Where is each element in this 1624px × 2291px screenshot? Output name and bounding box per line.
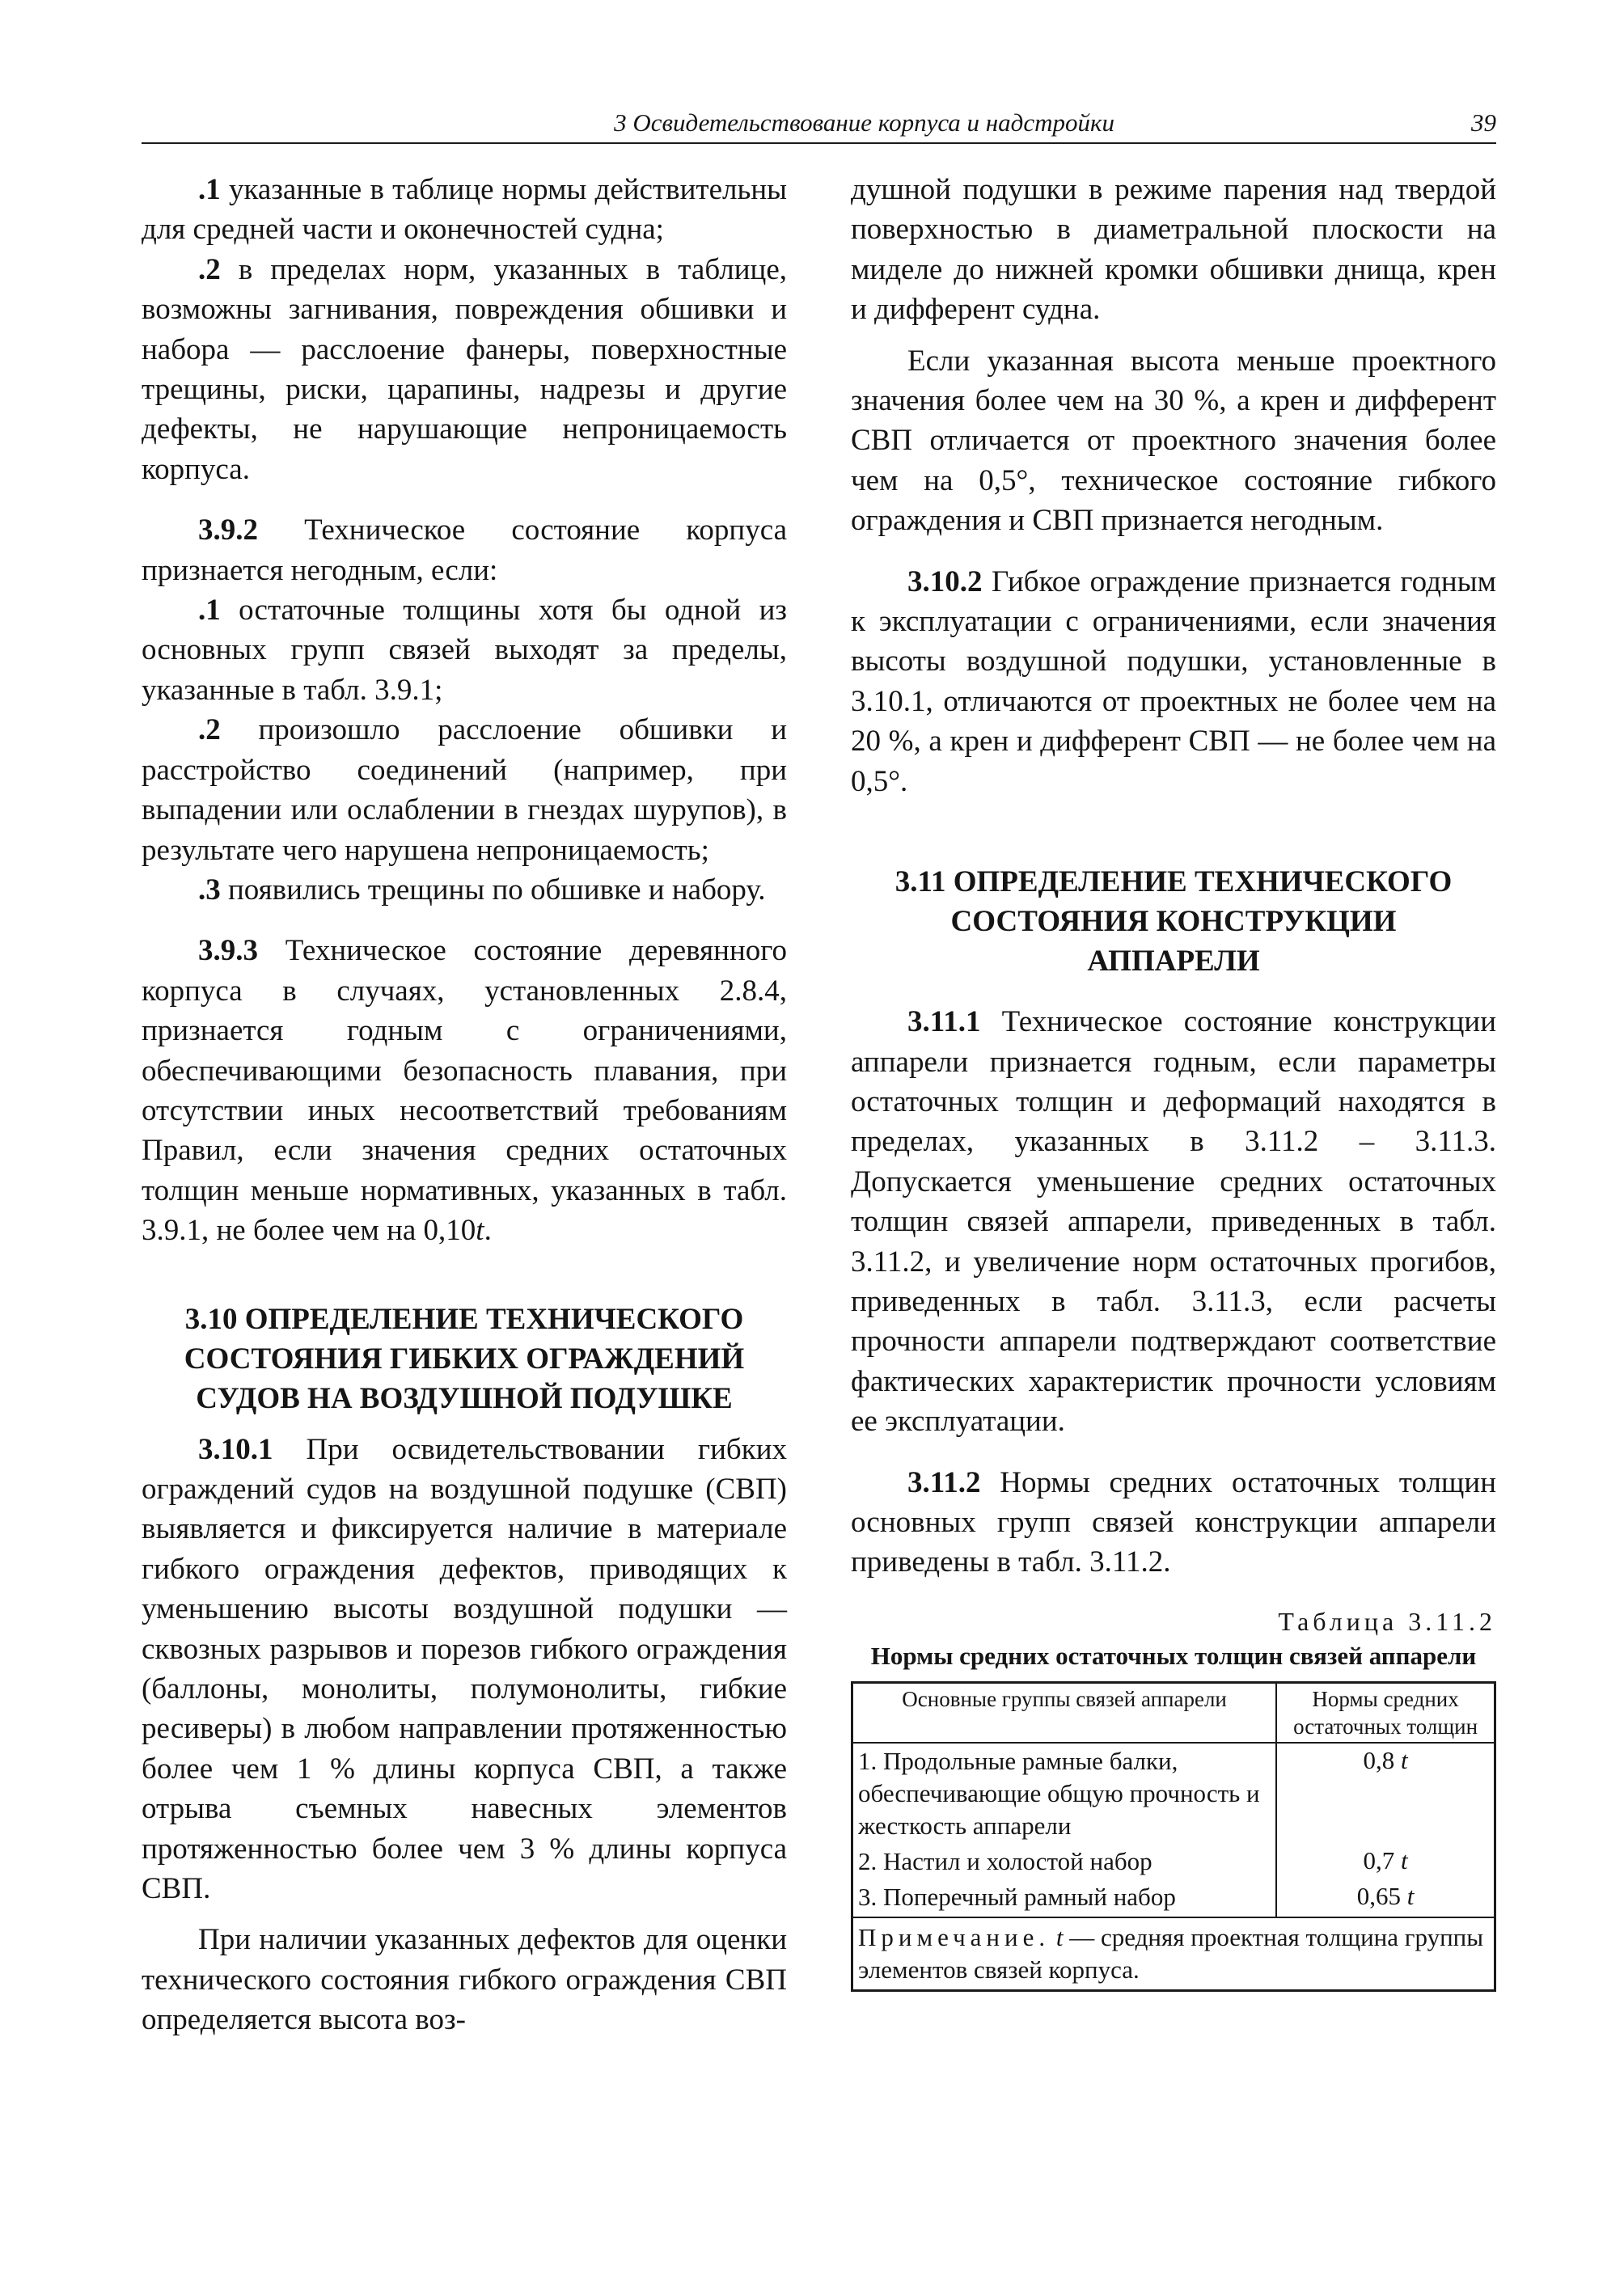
section-text: Гибкое ограждение признается годным к эксплуатации с ограничениями, если значения высоты воздушной подушки, установленные в 3.10.1, отличаются от проектных не более чем на 20 %, а крен и дифферент СВП — не более чем на 0,5°.	[851, 564, 1497, 798]
table-row	[852, 1743, 1495, 1844]
section-text: Техническое состояние корпуса признается негодным, если:	[142, 514, 788, 587]
section-3-11-1	[851, 1002, 1496, 1441]
header-title: 3 Освидетельствование корпуса и надстройки	[614, 108, 1114, 137]
section-number: 3.9.2	[198, 514, 258, 547]
running-header	[142, 105, 1496, 144]
heading-3-10: 3.10 ОПРЕДЕЛЕНИЕ ТЕХНИЧЕСКОГО СОСТОЯНИЯ ГИБКИХ ОГРАЖДЕНИЙ СУДОВ НА ВОЗДУШНОЙ ПОДУШКЕ	[184, 1302, 745, 1415]
item-number: .2	[198, 252, 221, 286]
table-header-row	[852, 1682, 1495, 1743]
item-text: остаточные толщины хотя бы одной из основных групп связей выходят за пределы, указанные в табл. 3.9.1;	[142, 594, 787, 707]
table-cell: 0,8 t	[1276, 1743, 1495, 1844]
section-text: При освидетельствовании гибких ограждений судов на воздушной подушке (СВП) выявляется и фиксируется наличие в материале гибкого ограждения дефектов, приводящих к уменьшению высоты воздушной подушки — сквозных разрывов и порезов гибкого ограждения (баллоны, монолиты, полумонолиты, гибкие ресиверы) в любом направлении протяженностью более чем 1 % длины корпуса СВП, а также отрыва съемных навесных элементов протяженностью более чем 3 % длины корпуса СВП.	[142, 1432, 787, 1906]
note-label: Примечание.	[858, 1922, 1051, 1951]
table-cell: 0,7 t	[1276, 1844, 1495, 1879]
table-cell: 1. Продольные рамные балки, обеспечивающие общую прочность и жесткость аппарели	[852, 1743, 1277, 1844]
item-number: .1	[198, 594, 221, 628]
paragraph: Если указанная высота меньше проектного значения более чем на 30 %, а крен и дифферент СВП отличается от проектного значения более чем на 0,5°, техническое состояние гибкого ограждения и СВП признается негодным.	[851, 344, 1496, 538]
section-number: 3.11.1	[907, 1005, 981, 1039]
section-3-9-2	[142, 510, 787, 590]
right-column	[851, 170, 1496, 1992]
variable-t: t	[476, 1214, 484, 1248]
item-text: в пределах норм, указанных в таблице, возможны загнивания, повреждения обшивки и набора — расслоение фанеры, поверхностные трещины, риски, царапины, надрезы и другие дефекты, не нарушающие непроницаемость корпуса.	[142, 252, 787, 486]
table-note-row	[852, 1917, 1495, 1991]
list-item	[142, 710, 787, 870]
table-row	[852, 1844, 1495, 1879]
section-number: 3.10.2	[907, 564, 983, 598]
section-text: Техническое состояние конструкции аппарели признается годным, если параметры остаточных толщин и деформаций находятся в пределах, указанных в 3.11.2 – 3.11.3. Допускается уменьшение средних остаточных толщин связей аппарели, приведенных в табл. 3.11.2, и увеличение норм остаточных прогибов, приведенных в табл. 3.11.3, если расчеты прочности аппарели подтверждают соответствие фактических характеристик прочности условиям ее эксплуатации.	[851, 1005, 1496, 1439]
item-text: появились трещины по обшивке и набору.	[228, 873, 766, 907]
page-number: 39	[1471, 108, 1496, 137]
left-column	[142, 170, 787, 2040]
section-3-11-2	[851, 1463, 1496, 1583]
section-3-10-1	[142, 1430, 787, 1909]
section-number: 3.10.1	[198, 1432, 273, 1466]
section-text: Нормы средних остаточных толщин основных групп связей конструкции аппарели приведены в табл. 3.11.2.	[851, 1465, 1497, 1579]
item-number: .3	[198, 873, 221, 907]
paragraph: При наличии указанных дефектов для оценки технического состояния гибкого ограждения СВП определяется высота воз-	[142, 1923, 787, 2037]
section-3-9-3: 3.9.3 Техническое состояние деревянного корпуса в случаях, установленных 2.8.4, признается годным с ограничениями, обеспечивающими безопасность плавания, при отсутствии иных несоответствий требованиям Правил, если значения средних остаточных толщин меньше нормативных, указанных в табл. 3.9.1, не более чем на 0,10t.	[142, 934, 787, 1248]
table-note	[852, 1917, 1495, 1991]
item-number: .1	[198, 173, 221, 206]
list-item	[142, 250, 787, 489]
section-number: 3.9.3	[198, 934, 258, 968]
paragraph: душной подушки в режиме парения над твердой поверхностью в диаметральной плоскости на миделе до нижней кромки обшивки днища, крен и дифферент судна.	[851, 173, 1496, 327]
column-header: Нормы средних остаточных толщин	[1276, 1682, 1495, 1743]
note-text: — средняя проектная толщина группы элементов связей корпуса.	[858, 1922, 1484, 1984]
section-number: 3.11.2	[907, 1465, 981, 1499]
list-item	[142, 870, 787, 910]
table-cell: 2. Настил и холостой набор	[852, 1844, 1277, 1879]
section-text: Техническое состояние деревянного корпуса в случаях, установленных 2.8.4, признается годным с ограничениями, обеспечивающими безопасность плавания, при отсутствии иных несоответствий требованиям Правил, если значения средних остаточных толщин меньше нормативных, указанных в табл. 3.9.1, не более чем на 0,10	[142, 934, 787, 1248]
heading-3-11: 3.11 ОПРЕДЕЛЕНИЕ ТЕХНИЧЕСКОГО СОСТОЯНИЯ КОНСТРУКЦИИ АППАРЕЛИ	[894, 865, 1453, 979]
column-header: Основные группы связей аппарели	[852, 1682, 1277, 1743]
list-item	[142, 590, 787, 710]
section-3-10-2	[851, 562, 1496, 801]
item-text: произошло расслоение обшивки и расстройство соединений (например, при выпадении или ослаблении в гнездах шурупов), в результате чего нарушена непроницаемость;	[142, 713, 787, 867]
table-title: Нормы средних остаточных толщин связей аппарели	[870, 1641, 1477, 1670]
table-caption: Таблица 3.11.2	[1278, 1606, 1496, 1636]
item-text: указанные в таблице нормы действительны для средней части и оконечностей судна;	[142, 173, 787, 247]
table-cell: 3. Поперечный рамный набор	[852, 1879, 1277, 1917]
item-number: .2	[198, 713, 221, 747]
table-cell: 0,65 t	[1276, 1879, 1495, 1917]
list-item	[142, 170, 787, 250]
norms-table	[851, 1681, 1496, 1992]
variable-t: t	[1055, 1922, 1064, 1951]
table-row	[852, 1879, 1495, 1917]
